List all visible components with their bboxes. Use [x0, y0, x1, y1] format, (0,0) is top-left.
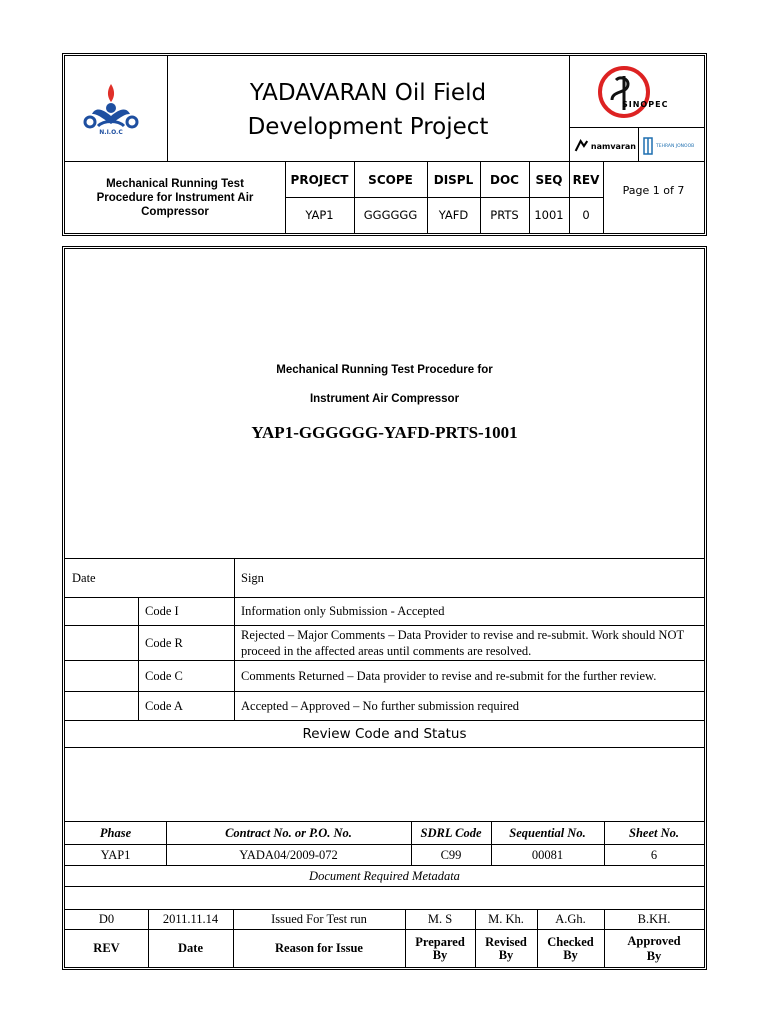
meta-value-phase: YAP1	[100, 847, 131, 862]
rev-value-prepared: M. S	[427, 912, 453, 926]
meta-header-sheet: Sheet No.	[629, 825, 679, 840]
project-title	[170, 76, 566, 144]
review-code-a-desc: Accepted – Approved – No further submission required	[241, 698, 520, 713]
rev-header-checked: Checked By	[547, 934, 594, 962]
col-header-rev: REV	[572, 173, 600, 187]
metadata-caption: Document Required Metadata	[309, 868, 460, 883]
review-code-i-desc: Information only Submission - Accepted	[241, 604, 445, 618]
cover-subtitle-line2: Instrument Air Compressor	[309, 393, 460, 405]
review-code-a: Code A	[145, 698, 183, 713]
doc-description: Mechanical Running Test Procedure for Instrument Air Compressor	[96, 178, 254, 218]
meta-value-sdrl: C99	[440, 847, 462, 862]
nioc-logo-text: N.I.O.C	[99, 129, 123, 136]
rev-value-date: 2011.11.14	[162, 912, 219, 926]
cover-subtitle-line1: Mechanical Running Test Procedure for	[276, 364, 493, 376]
col-value-doc: PRTS	[490, 208, 519, 222]
review-section-title: Review Code and Status	[302, 726, 467, 742]
rev-header-revised: Revised By	[485, 934, 527, 962]
tehran-jonoob-logo	[642, 134, 702, 158]
col-value-displ: YAFD	[438, 208, 469, 222]
rev-value-rev: D0	[98, 912, 115, 926]
review-code-c-desc: Comments Returned – Data provider to revise and re-submit for the further review.	[241, 668, 657, 683]
review-code-r-desc: Rejected – Major Comments – Data Provider to revise and re-submit. Work should NOT proceed in the affected areas until comments are resolved.	[241, 628, 684, 658]
rev-value-checked: A.Gh.	[555, 912, 586, 926]
meta-header-contract: Contract No. or P.O. No.	[225, 825, 352, 840]
rev-value-approved: B.KH.	[637, 912, 671, 926]
project-title-line2: Development Project	[247, 114, 489, 140]
col-header-project: PROJECT	[290, 173, 349, 187]
review-code-c: Code C	[145, 668, 183, 683]
rev-header-approved: Approved By	[627, 933, 681, 963]
review-sign-label: Sign	[241, 570, 264, 585]
col-header-scope: SCOPE	[368, 173, 413, 187]
meta-header-phase: Phase	[99, 825, 132, 840]
page-number: Page 1 of 7	[622, 184, 685, 197]
rev-value-revised: M. Kh.	[488, 912, 524, 926]
sinopec-logo-text: SINOPEC	[622, 100, 669, 109]
rev-header-reason: Reason for Issue	[275, 941, 363, 955]
document-number: YAP1-GGGGGG-YAFD-PRTS-1001	[251, 423, 518, 442]
meta-value-sheet: 6	[650, 847, 658, 862]
meta-header-sequential: Sequential No.	[509, 825, 586, 840]
meta-value-sequential: 00081	[531, 847, 564, 862]
tehran-jonoob-icon	[642, 136, 654, 156]
col-value-scope: GGGGGG	[363, 208, 418, 222]
project-title-line1: YADAVARAN Oil Field	[249, 80, 487, 106]
col-value-project: YAP1	[305, 208, 334, 222]
review-code-r: Code R	[145, 635, 183, 650]
namvaran-icon	[574, 138, 589, 154]
sinopec-emblem-icon	[598, 60, 682, 124]
namvaran-logo	[574, 134, 636, 158]
col-value-seq: 1001	[534, 208, 564, 222]
namvaran-logo-text: namvaran	[590, 141, 636, 151]
rev-header-date: Date	[178, 941, 203, 955]
col-value-rev: 0	[582, 208, 590, 222]
col-header-doc: DOC	[490, 173, 519, 187]
review-date-label: Date	[72, 570, 96, 585]
rev-value-reason: Issued For Test run	[271, 912, 367, 926]
meta-header-sdrl: SDRL Code	[420, 825, 482, 840]
col-header-seq: SEQ	[535, 173, 563, 187]
tehran-jonoob-logo-text: TEHRAN JONOOB	[656, 143, 695, 149]
sinopec-logo	[598, 60, 682, 124]
col-header-displ: DISPL	[433, 173, 474, 187]
review-code-i: Code I	[145, 604, 179, 618]
meta-value-contract: YADA04/2009-072	[239, 847, 338, 862]
rev-header-rev: REV	[93, 941, 120, 955]
rev-header-prepared: Prepared By	[415, 934, 465, 962]
